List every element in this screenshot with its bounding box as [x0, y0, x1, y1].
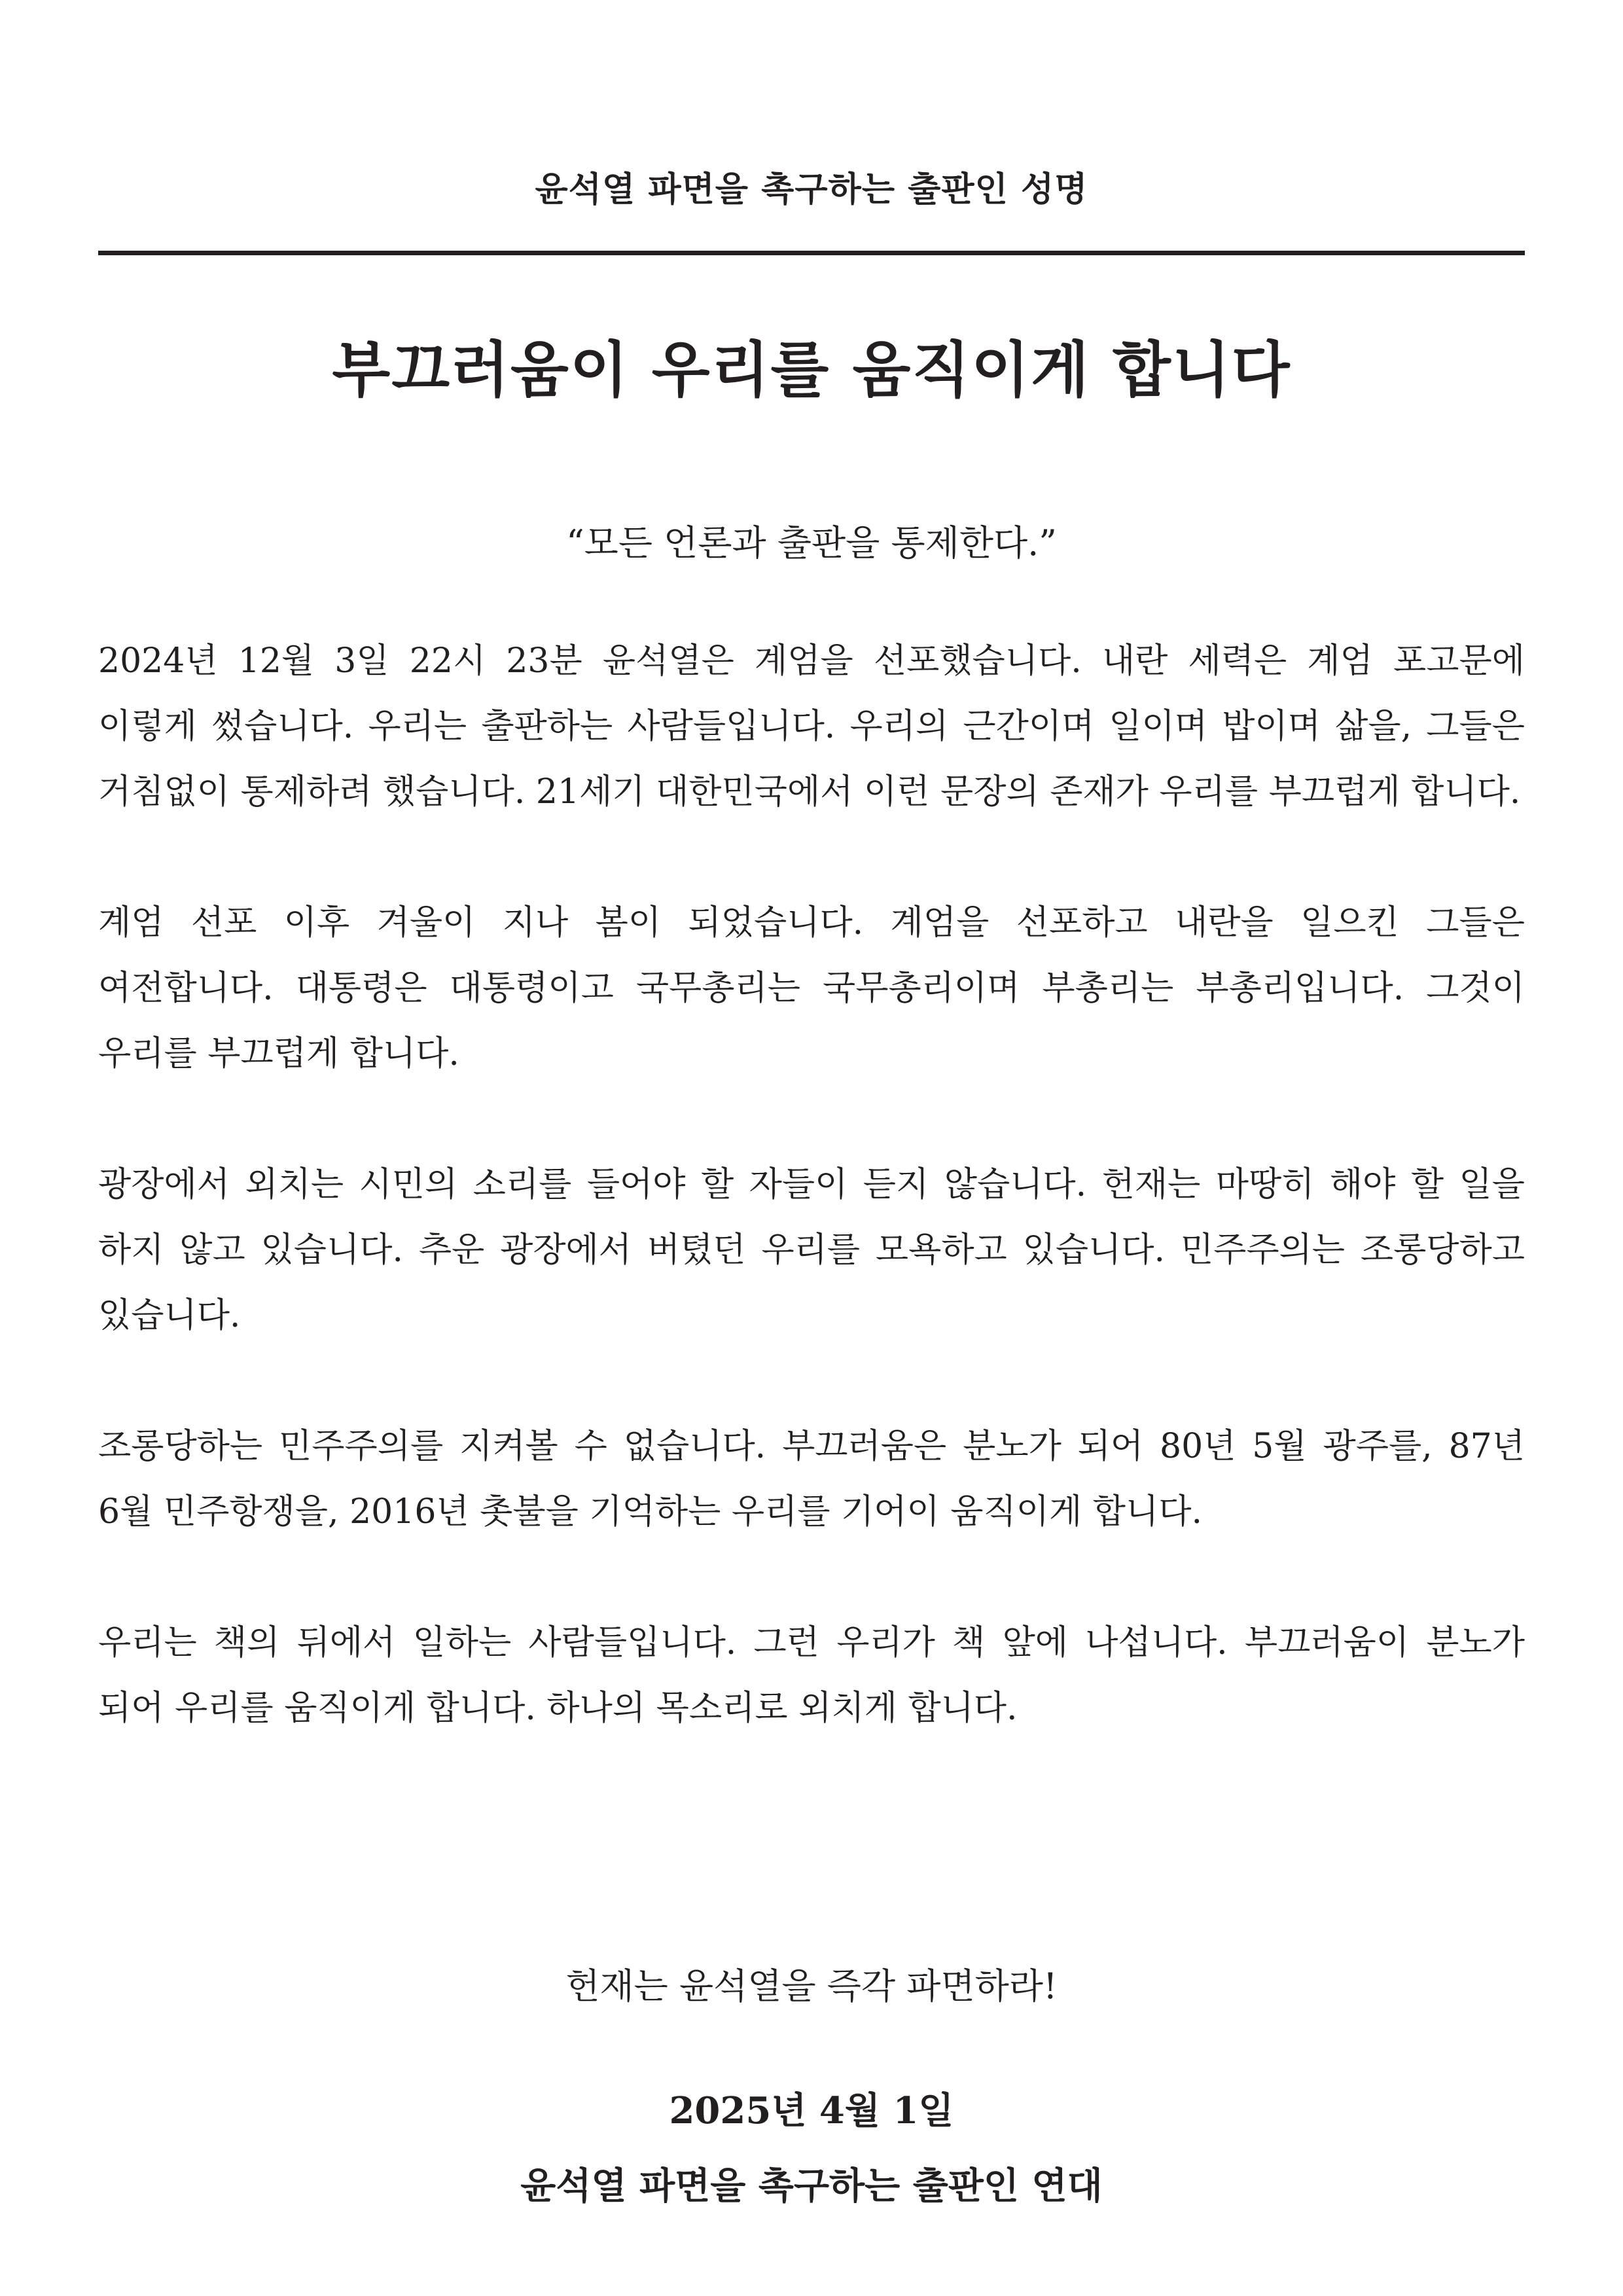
demand-line: 헌재는 윤석열을 즉각 파면하라! — [565, 1965, 1058, 2007]
paragraph-1: 2024년 12월 3일 22시 23분 윤석열은 계엄을 선포했습니다. 내란 세력은 계엄 포고문에 이렇게 썼습니다. 우리는 출판하는 사람들입니다. 우리의 근간이며 일이며 밥이며 삶을, 그들은 거침없이 통제하려 했습니다. 21세기 대한민국에서 이런 문장의 존재가 우리를 부끄럽게 합니다. — [98, 641, 1525, 812]
statement-title: 부끄러움이 우리를 움직이게 합니다 — [332, 334, 1291, 405]
statement-page — [98, 0, 1525, 2296]
statement-body — [98, 628, 1525, 1741]
statement-header: 윤석열 파면을 촉구하는 출판인 성명 — [535, 170, 1088, 209]
signature-organization: 윤석열 파면을 촉구하는 출판인 연대 — [520, 2164, 1103, 2208]
paragraph-2: 계엄 선포 이후 겨울이 지나 봄이 되었습니다. 계엄을 선포하고 내란을 일으킨 그들은 여전합니다. 대통령은 대통령이고 국무총리는 국무총리이며 부총리는 부총리입니다. 그것이 우리를 부끄럽게 합니다. — [98, 903, 1525, 1073]
signature-date: 2025년 4월 1일 — [669, 2089, 954, 2132]
paragraph-4: 조롱당하는 민주주의를 지켜볼 수 없습니다. 부끄러움은 분노가 되어 80년 5월 광주를, 87년 6월 민주항쟁을, 2016년 촛불을 기억하는 우리를 기어이 움직이게 합니다. — [98, 1427, 1525, 1532]
paragraph-3: 광장에서 외치는 시민의 소리를 들어야 할 자들이 듣지 않습니다. 헌재는 마땅히 해야 할 일을 하지 않고 있습니다. 추운 광장에서 버텼던 우리를 모욕하고 있습니다. 민주주의는 조롱당하고 있습니다. — [98, 1165, 1525, 1335]
martial-law-quote: “모든 언론과 출판을 통제한다.” — [566, 522, 1057, 564]
paragraph-5: 우리는 책의 뒤에서 일하는 사람들입니다. 그런 우리가 책 앞에 나섭니다. 부끄러움이 분노가 되어 우리를 움직이게 합니다. 하나의 목소리로 외치게 합니다. — [98, 1623, 1525, 1728]
header-divider — [98, 251, 1525, 255]
